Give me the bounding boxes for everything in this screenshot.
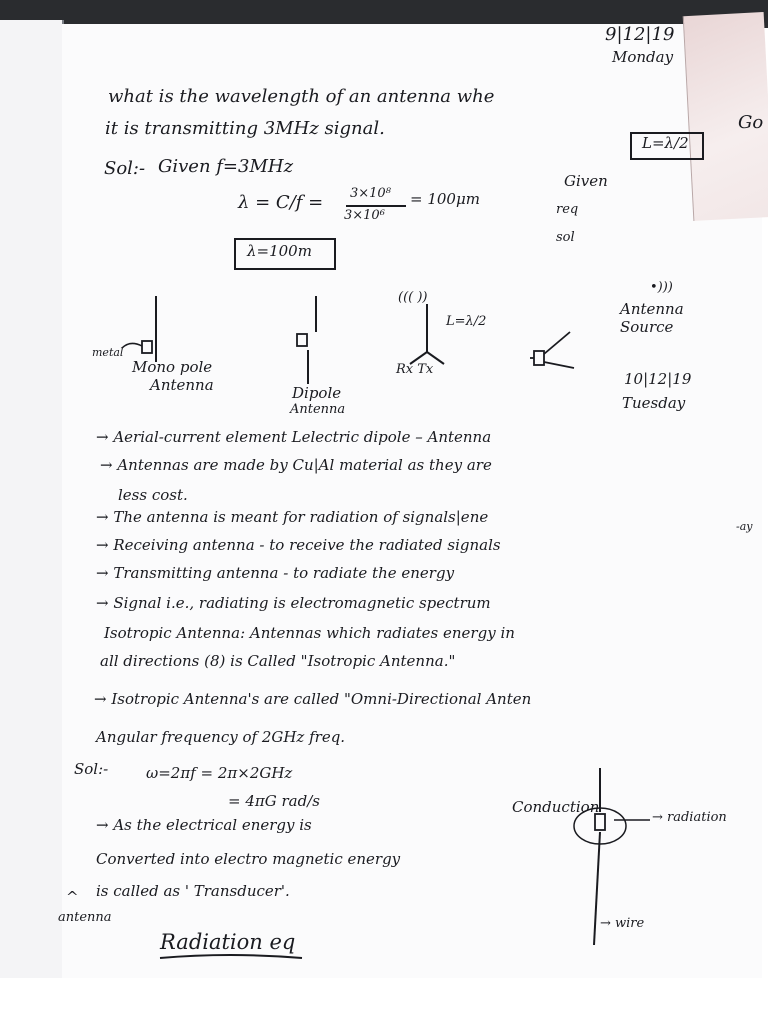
transducer-line-2: Converted into electro magnetic energy	[96, 850, 401, 868]
side-req: req	[556, 202, 579, 217]
antenna-source-label: Antenna Source	[620, 300, 684, 336]
note-line: → Receiving antenna - to receive the radiated signals	[96, 536, 501, 554]
angular-question: Angular frequency of 2GHz freq.	[96, 728, 346, 746]
result-inline: = 100μm	[410, 190, 480, 208]
question-line-1: what is the wavelength of an antenna whe	[108, 86, 495, 107]
dipole-label-line-2: Antenna	[290, 402, 346, 417]
omega-line-1: ω=2πf = 2π×2GHz	[146, 764, 293, 782]
radiation-label: → radiation	[652, 810, 727, 825]
date-top: 9|12|19	[605, 24, 675, 45]
half-lambda-label: L=λ/2	[446, 314, 487, 329]
rx-tx-label: Rx Tx	[396, 362, 434, 377]
fraction-denominator: 3×10⁶	[344, 208, 385, 223]
transducer-line-1: → As the electrical energy is	[96, 816, 312, 834]
corner-text: Go	[738, 112, 764, 133]
side-formula: L=λ/2	[642, 134, 689, 152]
note-line: → Aerial-current element Lelectric dipole – Antenna	[96, 428, 492, 446]
wire-label: → wire	[600, 916, 645, 931]
wave-symbol: ((( ))	[398, 290, 428, 305]
caret-mark: ^	[66, 888, 79, 906]
monopole-label-line-1: Mono pole	[132, 358, 213, 376]
note-line: → Isotropic Antenna's are called "Omni-Directional Anten	[94, 690, 532, 708]
bottom-heading: Radiation eq	[160, 930, 296, 954]
day-second: Tuesday	[622, 394, 686, 412]
boxed-answer: λ=100m	[247, 242, 312, 260]
note-line: all directions (8) is Called "Isotropic Antenna."	[100, 652, 456, 670]
antenna-small-label: antenna	[58, 910, 112, 925]
given-text: Given f=3MHz	[158, 156, 294, 177]
question-line-2: it is transmitting 3MHz signal.	[105, 118, 385, 139]
monopole-label-line-2: Antenna	[150, 376, 214, 394]
note-line: less cost.	[118, 486, 188, 504]
date-second: 10|12|19	[624, 370, 692, 388]
lambda-formula: λ = C/f =	[238, 192, 324, 213]
fraction-numerator: 3×10⁸	[350, 186, 391, 201]
day-top: Monday	[612, 48, 674, 66]
side-sol: sol	[556, 230, 575, 245]
note-line: → The antenna is meant for radiation of signals|ene	[96, 508, 489, 526]
side-ay: -ay	[736, 520, 753, 533]
sol-label-1: Sol:-	[104, 158, 146, 179]
transducer-line-3: is called as ' Transducer'.	[96, 882, 290, 900]
note-line: → Antennas are made by Cu|Al material as they are	[100, 456, 492, 474]
omega-line-2: = 4πG rad/s	[228, 792, 320, 810]
note-line: Isotropic Antenna: Antennas which radiates energy in	[104, 624, 515, 642]
note-line: → Transmitting antenna - to radiate the energy	[96, 564, 455, 582]
conduction-label: Conduction	[512, 798, 600, 816]
sol-label-2: Sol:-	[74, 760, 109, 778]
antenna-source-signal: •)))	[650, 280, 673, 295]
dipole-label-line-1: Dipole	[292, 384, 342, 402]
side-given: Given	[564, 172, 608, 190]
metal-label: metal	[92, 346, 124, 359]
note-line: → Signal i.e., radiating is electromagnetic spectrum	[96, 594, 491, 612]
